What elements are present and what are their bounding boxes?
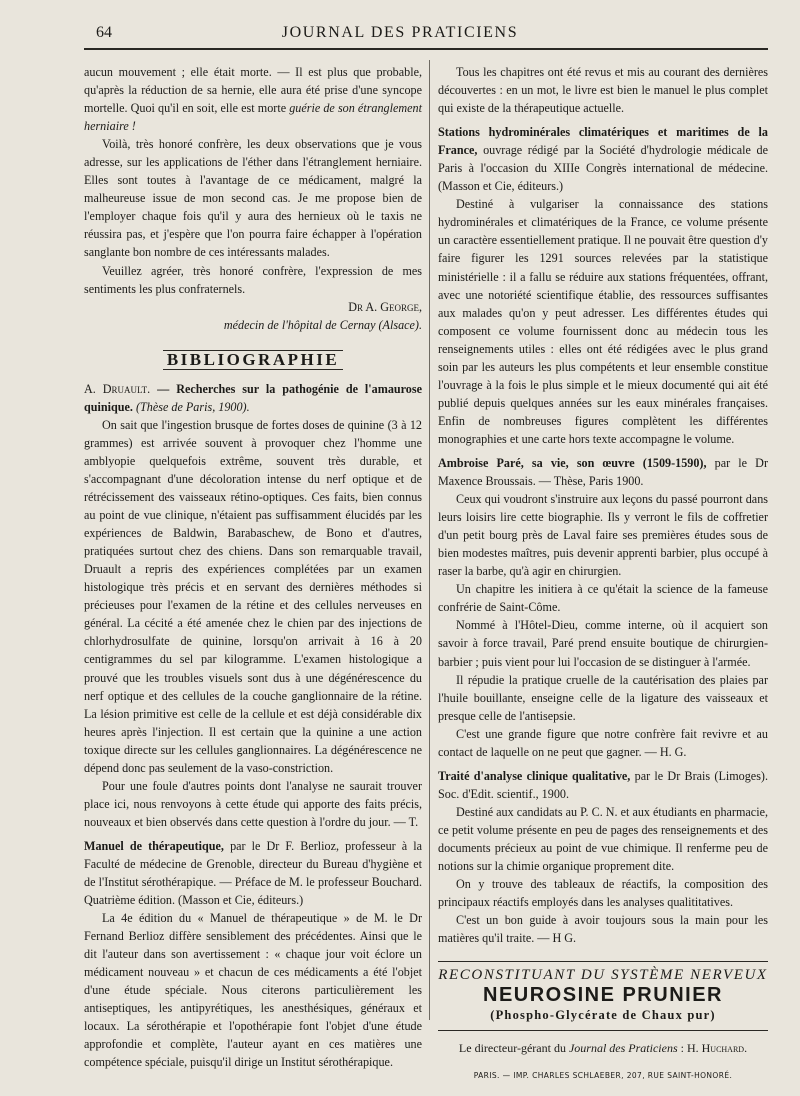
ad-tagline: RECONSTITUANT DU SYSTÈME NERVEUX [438, 967, 768, 984]
page-number: 64 [96, 24, 112, 41]
running-title: JOURNAL DES PRATICIENS [281, 24, 519, 41]
entry-text: Un chapitre les initiera à ce qu'était la science de la fameuse confrérie de Saint-Côme. [438, 582, 768, 615]
right-column [438, 63, 768, 1085]
entry-text: Ceux qui voudront s'instruire aux leçons du passé pourront dans leurs loisirs lire cette biographie. Ils y verront le fils de coffretier d'un petit bourg près de Laval faire ses premières études sous de bien modestes maîtres, puis devenir apprenti barbier, plus occupé à raser la barbe, qu'à agir en chirurgien. [438, 492, 768, 579]
left-column [84, 63, 422, 1072]
section-title: BIBLIOGRAPHIE [84, 350, 422, 370]
bibliography-entry: A. Druault. — Recherches sur la pathogénie de l'amaurose quinique. (Thèse de Paris, 1900). [84, 381, 422, 414]
entry-text: On y trouve des tableaux de réactifs, la composition des principaux réactifs employés dans les analyses qualititatives. [438, 877, 768, 910]
bibliography-entry: Manuel de thérapeutique, par le Dr F. Berlioz, professeur à la Faculté de médecine de Grenoble, directeur du Bureau d'hygiène et de l'Institut sérothérapique. — Préface de M. le professeur Bouchard. Quatrième édition. (Masson et Cie, éditeurs.) [84, 838, 423, 908]
entry-text: Destiné à vulgariser la connaissance des stations hydrominérales et climatériques de la France, ce volume présente un caractère essentiellement pratique. Il ne pouvait être question d'y faire figurer les 1291 sources relevées par la statistique ministérielle : il a fallu se réduire aux stations fréquentées, offrant, avec une notoriété scientifique établie, des ressources suffisantes aux malades qu'on y peut adresser. Les différentes études qui composent ce volume fournissent donc au médecin tous les renseignements utiles : elles ont été rédigées avec le plus grand soin par les auteurs les plus compétents et leur ensemble constitue l'ouvrage à la fois le plus simple et le mieux documenté qui ait été publié depuis quelques années sur les eaux minérales françaises. Enfin de nombreuses figures complètent les différentes monographies et une carte hors texte accompagne le volume. [438, 197, 768, 446]
entry-text: C'est un bon guide à avoir toujours sous la main pour les matières qu'il traite. — H G. [438, 913, 768, 946]
column-divider [429, 60, 430, 1020]
entry-text: Pour une foule d'autres points dont l'analyse ne saurait trouver place ici, nous renvoyons à cette étude qui apporte des faits précis, nouveaux et bien observés dans cette question à l'ordre du jour. — T. [84, 778, 422, 829]
entry-text: C'est une grande figure que notre confrère fait revivre et au contact de laquelle on ne peut que gagner. — H. G. [438, 726, 768, 759]
letter-closing: Veuillez agréer, très honoré confrère, l'expression de mes sentiments les plus confraternels. [84, 263, 422, 296]
header-rule [84, 48, 768, 50]
letter-paragraph: aucun mouvement ; elle était morte. — Il est plus que probable, qu'après la réduction de sa hernie, elle aura été prise d'une syncope mortelle. Quoi qu'il en soit, elle est morte guérie de son étranglement herniaire ! [84, 65, 422, 134]
signature-name: Dr A. George, [348, 299, 422, 314]
letter-paragraph: Voilà, très honoré confrère, les deux observations que je vous adresse, sur les applications de l'éther dans l'étranglement herniaire. Elles sont toutes à l'avantage de ce médicament, malgré la malheureuse issue de mon second cas. Je me propose bien de l'employer chaque fois qu'il y aura des hernieux où le taxis ne réussira pas, et j'espère que l'on pourra faire échapper à l'opération sanglante bon nombre de ces intéressants malades. [84, 137, 422, 260]
entry-text: Destiné aux candidats au P. C. N. et aux étudiants en pharmacie, ce petit volume présente en peu de pages des renseignements et des documents précieux au point de vue chimique. Il renferme peu de notions sur la chimie organique proprement dite. [438, 804, 768, 874]
bibliography-entry: Traité d'analyse clinique qualitative, par le Dr Brais (Limoges). Soc. d'Edit. scientif., 1900. [438, 768, 769, 801]
advertisement-box [438, 961, 768, 1031]
entry-text: Il répudie la pratique cruelle de la cautérisation des plaies par l'huile bouillante, enseigne celle de la ligature des vaisseaux et presque celle de l'antisepsie. [438, 672, 768, 723]
bibliography-entry: Stations hydrominérales climatériques et maritimes de la France, ouvrage rédigé par la Société d'hydrologie médicale de Paris à l'occasion du XIIIe Congrès international de médecine. (Masson et Cie, éditeurs.) [438, 125, 768, 194]
signature-role: médecin de l'hôpital de Cernay (Alsace). [223, 317, 422, 332]
ad-product-name: NEUROSINE PRUNIER [483, 984, 723, 1007]
entry-text: Tous les chapitres ont été revus et mis au courant des dernières découvertes : en un mot, le livre est bien le manuel le plus complet qui existe de la thérapeutique actuelle. [438, 65, 768, 116]
entry-text: On sait que l'ingestion brusque de fortes doses de quinine (3 à 12 grammes) est arrivée souvent à provoquer chez l'homme une amblyopie quelquefois extrême, souvent très durable, et s'accompagnant d'une décoloration intense du nerf optique et de rétrécissement des vaisseaux rétino-optiques. Ces faits, bien connus au point de vue clinique, n'étaient pas suffisamment élucidés par les expériences de Baldwin, Barabaschew, de Bono et d'autres, pratiquées surtout chez des chiens. Dans son remarquable travail, Druault a repris des expériences complétées par un examen histologique très précis et en servant des dernières méthodes si précieuses pour l'examen de la rétine et des cellules nerveuses en général. La cécité a été amenée chez le chien par des injections de chlorhydrosulfate de quinine, lorsqu'on arrivait à 16 à 20 centigrammes du sel par kilogramme. L'examen histologique a prouvé que les troubles visuels sont dus à une dégénérescence du nerf optique et des cellules de la couche ganglionnaire de la rétine. La lésion primitive est celle de la cellule et est déjà considérable dix heures après l'injection. Il est certain que la quinine a une action toxique directe sur les cellules ganglionnaires. La dégénérescence ne dépend donc pas seulement de la vaso-constriction. [84, 417, 422, 775]
publisher-line: Le directeur-gérant du Journal des Praticiens : H. Huchard. [458, 1041, 748, 1056]
ad-product-description: (Phospho-Glycérate de Chaux pur) [490, 1008, 716, 1023]
entry-text: Nommé à l'Hôtel-Dieu, comme interne, où il acquiert son savoir à force travail, Paré prend ensuite boutique de chirurgien-barbier ; puis vient pour lui l'occasion de se distinguer à l'armée. [438, 618, 768, 669]
printer-imprint: PARIS. — IMP. CHARLES SCHLAEBER, 207, RUE SAINT-HONORÉ. [473, 1071, 733, 1081]
bibliography-entry: Ambroise Paré, sa vie, son œuvre (1509-1590), par le Dr Maxence Broussais. — Thèse, Paris 1900. [438, 455, 768, 489]
entry-text: La 4e édition du « Manuel de thérapeutique » de M. le Dr Fernand Berlioz diffère sensiblement des précédentes. Ainsi que le dit l'auteur dans son avertissement : « chaque jour voit éclore un médicament nouveau » et chacun de ces médicaments a été l'objet d'une étude spéciale. Nous citerons particulièrement les antiseptiques, les antipyrétiques, les anesthésiques, généraux et locaux. La sérothérapie et l'opothérapie font l'objet d'une étude approfondie et complète, l'auteur ayant en ces matières une compétence spéciale, puisqu'il dirige un Institut sérothérapique. [84, 911, 422, 1070]
